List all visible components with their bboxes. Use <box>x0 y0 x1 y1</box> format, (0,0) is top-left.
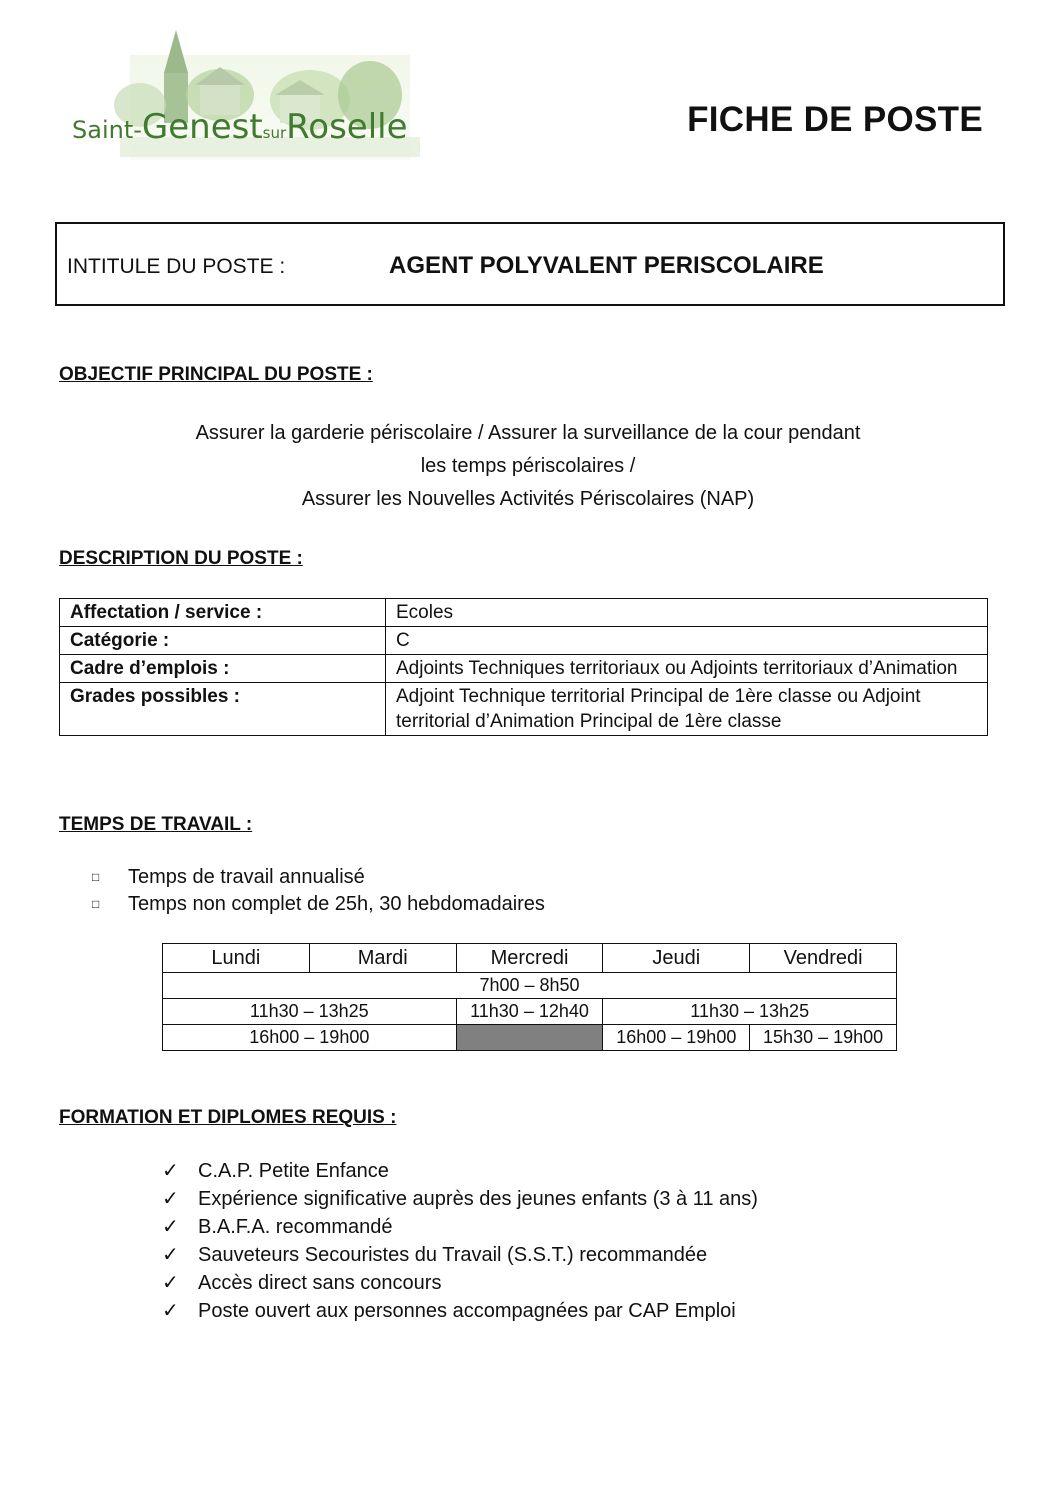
afternoon-slot: 15h30 – 19h00 <box>750 1025 897 1051</box>
list-item <box>162 1269 758 1297</box>
midday-slot: 11h30 – 13h25 <box>603 999 897 1025</box>
logo-text-saint: Saint- <box>72 116 142 144</box>
list-item <box>162 1297 758 1325</box>
job-title-value: AGENT POLYVALENT PERISCOLAIRE <box>389 252 824 279</box>
table-row <box>60 627 988 655</box>
list-item-text: Expérience significative auprès des jeunes enfants (3 à 11 ans) <box>198 1188 758 1210</box>
objective-text <box>58 417 998 516</box>
work-time-list <box>92 864 545 918</box>
day-header: Mardi <box>309 944 456 973</box>
day-header: Mercredi <box>456 944 603 973</box>
table-row <box>60 683 988 736</box>
midday-slot: 11h30 – 12h40 <box>456 999 603 1025</box>
table-row <box>163 944 897 973</box>
row-key: Affectation / service : <box>60 599 386 627</box>
checkmark-icon: ✓ <box>162 1300 179 1322</box>
day-header: Lundi <box>163 944 310 973</box>
work-time-heading: TEMPS DE TRAVAIL : <box>59 814 253 835</box>
objective-line: Assurer la garderie périscolaire / Assurer la surveillance de la cour pendant <box>195 422 861 444</box>
checkmark-icon: ✓ <box>162 1160 179 1182</box>
list-item <box>162 1185 758 1213</box>
training-list <box>162 1157 758 1325</box>
row-value: Ecoles <box>386 599 988 627</box>
checkmark-icon: ✓ <box>162 1188 179 1210</box>
description-heading: DESCRIPTION DU POSTE : <box>59 548 303 569</box>
list-item <box>162 1241 758 1269</box>
logo-wordmark <box>72 107 408 147</box>
row-value: C <box>386 627 988 655</box>
checkbox-square-icon: □ <box>92 870 100 884</box>
document-title: FICHE DE POSTE <box>687 100 983 139</box>
list-item <box>162 1157 758 1185</box>
row-value: Adjoints Techniques territoriaux ou Adjoints territoriaux d’Animation <box>386 655 988 683</box>
training-heading: FORMATION ET DIPLOMES REQUIS : <box>59 1107 397 1128</box>
list-item-text: B.A.F.A. recommandé <box>198 1216 393 1238</box>
description-table <box>59 598 988 736</box>
day-header: Vendredi <box>750 944 897 973</box>
objective-line: Assurer les Nouvelles Activités Périscolaires (NAP) <box>301 488 755 510</box>
checkmark-icon: ✓ <box>162 1216 179 1238</box>
midday-slot: 11h30 – 13h25 <box>163 999 457 1025</box>
list-item-text: Poste ouvert aux personnes accompagnées par CAP Emploi <box>198 1300 736 1322</box>
list-item <box>92 864 545 891</box>
morning-slot: 7h00 – 8h50 <box>163 973 897 999</box>
objective-heading: OBJECTIF PRINCIPAL DU POSTE : <box>59 364 373 385</box>
checkbox-square-icon: □ <box>92 897 100 911</box>
list-item-text: Sauveteurs Secouristes du Travail (S.S.T.) recommandée <box>198 1244 708 1266</box>
list-item <box>162 1213 758 1241</box>
row-key: Cadre d’emplois : <box>60 655 386 683</box>
schedule-table <box>162 943 897 1051</box>
checkmark-icon: ✓ <box>162 1244 179 1266</box>
row-key: Catégorie : <box>60 627 386 655</box>
table-row <box>163 1025 897 1051</box>
list-item-text: Accès direct sans concours <box>198 1272 442 1294</box>
row-value: Adjoint Technique territorial Principal de 1ère classe ou Adjoint territorial d’Animation Principal de 1ère classe <box>386 683 988 736</box>
table-row <box>60 599 988 627</box>
job-title-label: INTITULE DU POSTE : <box>67 255 286 278</box>
table-row <box>60 655 988 683</box>
objective-line: les temps périscolaires / <box>420 455 636 477</box>
logo-text-genest: Genest <box>141 107 263 147</box>
checkmark-icon: ✓ <box>162 1272 179 1294</box>
municipality-logo <box>60 25 420 165</box>
list-item-text: Temps non complet de 25h, 30 hebdomadaires <box>128 893 545 915</box>
list-item-text: C.A.P. Petite Enfance <box>198 1160 389 1182</box>
row-key: Grades possibles : <box>60 683 386 736</box>
list-item-text: Temps de travail annualisé <box>128 866 365 888</box>
table-row <box>163 999 897 1025</box>
logo-text-sur: sur <box>262 124 287 142</box>
afternoon-slot: 16h00 – 19h00 <box>603 1025 750 1051</box>
logo-text-roselle: Roselle <box>286 107 408 147</box>
job-title-box <box>55 222 1005 306</box>
afternoon-slot: 16h00 – 19h00 <box>163 1025 457 1051</box>
no-slot-cell <box>456 1025 603 1051</box>
day-header: Jeudi <box>603 944 750 973</box>
table-row <box>163 973 897 999</box>
list-item <box>92 891 545 918</box>
